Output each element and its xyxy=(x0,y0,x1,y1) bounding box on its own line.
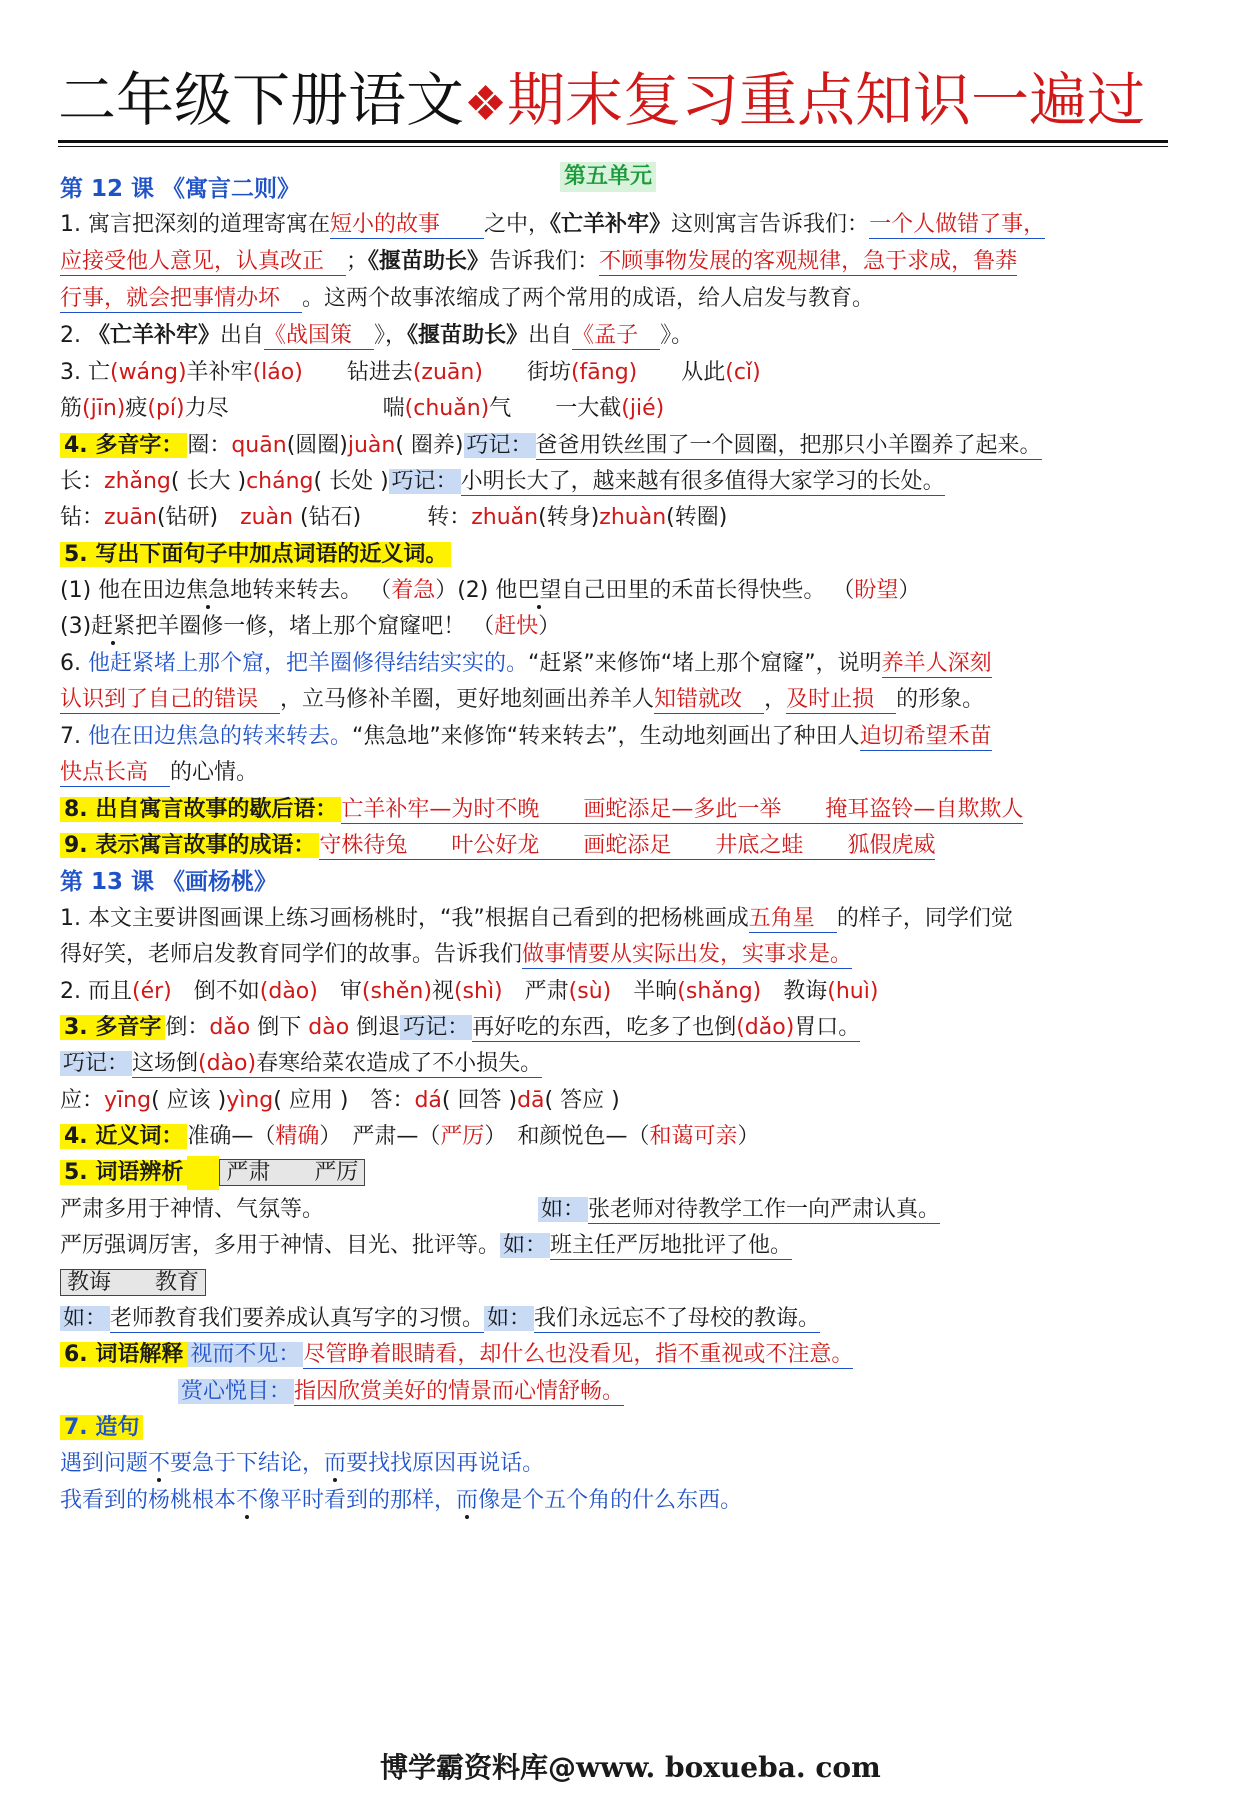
l12-q6-line1 xyxy=(60,647,992,681)
pinyin: (shěn) xyxy=(361,979,432,1004)
text: ( 应该 ) xyxy=(151,1088,227,1113)
text: 7. xyxy=(60,724,88,749)
text: 我看到的杨桃根本 xyxy=(60,1488,237,1513)
unit-heading: 第五单元 xyxy=(560,162,656,192)
text: 像是个五个角的什么东西。 xyxy=(478,1488,743,1513)
text: 倒下 xyxy=(257,1015,302,1040)
pinyin: yìng xyxy=(226,1088,274,1113)
tip-text: 爸爸用铁丝围了一个圆圈，把那只小羊圈养了起来。 xyxy=(535,433,1042,458)
answer: 短小的故事 xyxy=(329,212,440,237)
lesson-12-heading: 第 12 课 《寓言二则》 xyxy=(60,176,301,202)
pinyin: (zuān) xyxy=(412,360,483,385)
l13-q5-line3 xyxy=(60,1302,820,1336)
pinyin: zhǎng xyxy=(104,469,171,494)
text: 街坊 xyxy=(526,360,571,385)
title-rule xyxy=(58,140,1168,143)
l13-q7-line1 xyxy=(60,1447,544,1481)
quote: 他在田边焦急的转来转去。 xyxy=(87,724,352,749)
example-text: 我们永远忘不了母校的教诲。 xyxy=(534,1306,821,1331)
pinyin: (cǐ) xyxy=(725,360,761,385)
answer: 一个人做错了事， xyxy=(869,212,1046,237)
answer: 快点长高 xyxy=(60,760,149,785)
text: ( 圈养) xyxy=(395,433,464,458)
page-title xyxy=(58,64,1168,140)
example-label: 如： xyxy=(484,1306,534,1331)
l12-q5-line1 xyxy=(60,574,920,608)
text: 2. xyxy=(60,323,88,348)
l13-q6-line2 xyxy=(178,1375,624,1409)
answer: 画蛇添足 xyxy=(583,833,672,858)
highlight-label: 5. 词语辨析 xyxy=(60,1160,187,1185)
answer: 《孟子 xyxy=(572,323,639,348)
dotted-word: 而 xyxy=(324,1451,347,1476)
highlight-label: 6. 词语解释 xyxy=(60,1342,187,1367)
text: 胃口。 xyxy=(794,1015,861,1040)
text: 审 xyxy=(339,979,362,1004)
pinyin: dào xyxy=(308,1015,350,1040)
l12-q7-line2 xyxy=(60,756,258,790)
title-main: 二年级下册语文 xyxy=(58,66,465,134)
text: 》。 xyxy=(660,323,694,348)
text: 1. 本文主要讲图画课上练习画杨桃时，“我”根据自己看到的把杨桃画成 xyxy=(60,906,749,931)
text: (转身) xyxy=(538,505,600,530)
text: 》， xyxy=(374,323,408,348)
text: 春寒给菜农造成了不小损失。 xyxy=(256,1051,543,1076)
highlight-label: 7. 造句 xyxy=(60,1415,143,1440)
highlight-label: 4. 近义词： xyxy=(60,1124,187,1149)
answer: 《战国策 xyxy=(264,323,353,348)
highlight-label: 8. 出自寓言故事的歇后语： xyxy=(60,797,341,822)
watermark-cn: 博学霸资料库@ xyxy=(380,1751,577,1784)
pinyin: (dào) xyxy=(198,1051,257,1076)
answer: 和蔼可亲 xyxy=(649,1124,738,1149)
text: 这则寓言告诉我们： xyxy=(671,212,870,237)
text: 出自 xyxy=(220,323,265,348)
answer: 养羊人深刻 xyxy=(881,651,992,676)
pinyin: (huì) xyxy=(827,979,879,1004)
text: 《亡羊补牢》 xyxy=(87,323,220,348)
answer: 画蛇添足—多此一举 xyxy=(583,797,782,822)
l13-q1-line1 xyxy=(60,902,1013,936)
text: 严肃多用于神情、气氛等。 xyxy=(60,1197,325,1222)
l12-q2 xyxy=(60,319,693,353)
example-label: 如： xyxy=(60,1306,110,1331)
l13-q3-line3 xyxy=(60,1084,620,1118)
answer: 严厉 xyxy=(440,1124,485,1149)
text: ） xyxy=(737,1124,760,1149)
pinyin: zuàn xyxy=(240,505,294,530)
example-text: 班主任严厉地批评了他。 xyxy=(550,1233,793,1258)
l13-q5-label xyxy=(60,1156,365,1190)
text: 自己田里的禾苗长得快些。 （ xyxy=(561,578,855,603)
pinyin: juàn xyxy=(347,433,396,458)
l13-q6-line1 xyxy=(60,1338,853,1372)
pinyin: yīng xyxy=(104,1088,152,1113)
pinyin: zuān xyxy=(104,505,157,530)
pinyin: (sù) xyxy=(568,979,612,1004)
dotted-word: 不 xyxy=(236,1488,259,1513)
l13-q5-line2 xyxy=(60,1229,792,1263)
l12-q1-line3 xyxy=(60,282,874,316)
text: ( 答应 ) xyxy=(544,1088,620,1113)
pinyin: (dào) xyxy=(259,979,318,1004)
answer: 及时止损 xyxy=(786,687,875,712)
dotted-word: 巴望 xyxy=(517,578,562,603)
l13-q3-line1 xyxy=(60,1011,860,1045)
text: 6. xyxy=(60,651,88,676)
dotted-word: 不 xyxy=(148,1451,171,1476)
answer: 应接受他人意见，认真改正 xyxy=(60,249,325,274)
text: 准确—（ xyxy=(187,1124,276,1149)
l13-q7-line2 xyxy=(60,1484,742,1518)
pinyin: (shì) xyxy=(453,979,503,1004)
text: 倒不如 xyxy=(193,979,260,1004)
pinyin: (shǎng) xyxy=(677,979,762,1004)
text: 疲 xyxy=(125,396,148,421)
text: ； xyxy=(346,249,369,274)
word-box: 教诲 教育 xyxy=(60,1269,206,1296)
pinyin: (wáng) xyxy=(109,360,187,385)
l12-q3-line2 xyxy=(60,392,664,426)
text: 再好吃的东西，吃多了也倒 xyxy=(472,1015,737,1040)
text: 之中， xyxy=(484,212,551,237)
text: ） xyxy=(319,1124,331,1149)
text: 严厉强调厉害，多用于神情、目光、批评等。 xyxy=(60,1233,501,1258)
answer: 赶快 xyxy=(494,614,539,639)
l13-q4 xyxy=(60,1120,760,1154)
tip-label: 巧记： xyxy=(389,469,461,494)
title-rule-thin xyxy=(58,146,1168,147)
l12-q7-line1 xyxy=(60,720,992,754)
text: ，立马修补羊圈，更好地刻画出养羊人 xyxy=(280,687,655,712)
text: ( 长大 ) xyxy=(170,469,247,494)
term-label: 赏心悦目： xyxy=(178,1379,294,1404)
text: ( 长处 ) xyxy=(313,469,389,494)
answer: 指因欣赏美好的情景而心情舒畅。 xyxy=(294,1379,625,1404)
text: 倒： xyxy=(165,1015,210,1040)
text: 。这两个故事浓缩成了两个常用的成语，给人启发与教育。 xyxy=(302,286,875,311)
text: ， xyxy=(764,687,787,712)
answer: 不顾事物发展的客观规律，急于求成，鲁莽 xyxy=(599,249,1018,274)
text: “焦急地”来修饰“转来转去”，生动地刻画出了种田人 xyxy=(352,724,860,749)
word-box: 严肃 严厉 xyxy=(219,1159,365,1186)
answer: 精确 xyxy=(275,1124,320,1149)
tip-label: 巧记： xyxy=(464,433,536,458)
text: (3) xyxy=(60,614,92,639)
text: 长： xyxy=(60,469,105,494)
dotted-word: 赶紧 xyxy=(91,614,136,639)
text: 气 xyxy=(489,396,512,421)
text: 1. 寓言把深刻的道理寄寓在 xyxy=(60,212,330,237)
text: ( 回答 ) xyxy=(441,1088,518,1113)
answer: 认识到了自己的错误 xyxy=(60,687,259,712)
pinyin: dá xyxy=(414,1088,442,1113)
text: 力尽 xyxy=(184,396,229,421)
answer: 叶公好龙 xyxy=(451,833,540,858)
l12-q8 xyxy=(60,793,1023,827)
pinyin: dǎo xyxy=(209,1015,251,1040)
text: (钻研) xyxy=(156,505,219,530)
text: ( 应用 ) xyxy=(273,1088,349,1113)
answer: 亡羊补牢—为时不晚 xyxy=(341,797,540,822)
answer: 着急 xyxy=(391,578,436,603)
text: 喘 xyxy=(382,396,405,421)
l13-q5-line1 xyxy=(60,1193,940,1227)
text: 应： xyxy=(60,1088,105,1113)
l12-q5-line2 xyxy=(60,610,560,644)
text: 视 xyxy=(431,979,454,1004)
text: 《亡羊补牢》 xyxy=(550,212,672,237)
pinyin: (jié) xyxy=(621,396,665,421)
highlight-label: 9. 表示寓言故事的成语： xyxy=(60,833,319,858)
answer: 井底之蛙 xyxy=(715,833,804,858)
pinyin: (láo) xyxy=(252,360,303,385)
pinyin: (ér) xyxy=(131,979,172,1004)
pinyin: (pí) xyxy=(147,396,185,421)
quote: 他赶紧堵上那个窟，把羊圈修得结结实实的。 xyxy=(87,651,528,676)
text: 《揠苗助长》 xyxy=(368,249,490,274)
l12-q4-line1 xyxy=(60,429,1042,463)
pinyin: (fāng) xyxy=(570,360,638,385)
text: (1) 他在田边 xyxy=(60,578,187,603)
answer: 守株待兔 xyxy=(319,833,408,858)
pinyin: cháng xyxy=(246,469,314,494)
l13-q1-line2 xyxy=(60,938,852,972)
text: 2. 而且 xyxy=(60,979,132,1004)
text: 的心情。 xyxy=(170,760,259,785)
text: 要找找原因再说话。 xyxy=(346,1451,545,1476)
answer: 行事，就会把事情办坏 xyxy=(60,286,281,311)
l12-q1-line2 xyxy=(60,245,1017,279)
text: 《揠苗助长》 xyxy=(407,323,529,348)
answer: 知错就改 xyxy=(654,687,743,712)
text: 转： xyxy=(427,505,472,530)
l12-q4-line3 xyxy=(60,501,727,535)
dotted-word: 而 xyxy=(456,1488,479,1513)
diamond-icon: ❖ xyxy=(464,76,508,132)
pinyin: quān xyxy=(231,433,287,458)
term-label: 视而不见： xyxy=(187,1342,303,1367)
text: (钻石) xyxy=(300,505,362,530)
example-label: 如： xyxy=(538,1197,588,1222)
l12-q4-line2 xyxy=(60,465,945,499)
l13-q7-label xyxy=(60,1411,143,1445)
text: 出自 xyxy=(528,323,573,348)
text: ） xyxy=(435,578,458,603)
example-text: 张老师对待教学工作一向严肃认真。 xyxy=(588,1197,941,1222)
text: 羊补牢 xyxy=(186,360,253,385)
text: 钻进去 xyxy=(346,360,413,385)
text: 圈： xyxy=(187,433,232,458)
l13-q3-line2 xyxy=(60,1047,542,1081)
watermark xyxy=(380,1750,881,1786)
l12-q9 xyxy=(60,829,935,863)
text: (圆圈) xyxy=(286,433,348,458)
pinyin: (jīn) xyxy=(82,396,126,421)
answer: 狐假虎威 xyxy=(847,833,936,858)
l13-q2 xyxy=(60,975,878,1009)
text: 把羊圈修一修，堵上那个窟窿吧！ （ xyxy=(135,614,495,639)
text: 的样子，同学们觉 xyxy=(836,906,1013,931)
text: 严肃—（ xyxy=(352,1124,441,1149)
l12-q6-line2 xyxy=(60,683,984,717)
l12-q3-line1 xyxy=(60,356,761,390)
text: 严肃 xyxy=(524,979,569,1004)
l12-q1-line1 xyxy=(60,208,1045,242)
text: 地转来转去。 （ xyxy=(230,578,392,603)
example-text: 老师教育我们要养成认真写字的习惯。 xyxy=(110,1306,485,1331)
text: 的形象。 xyxy=(896,687,985,712)
text: (转圈) xyxy=(666,505,728,530)
answer: 做事情要从实际出发，实事求是。 xyxy=(522,942,853,967)
tip-label: 巧记： xyxy=(400,1015,472,1040)
example-label: 如： xyxy=(500,1233,550,1258)
text: 答： xyxy=(370,1088,415,1113)
text: 从此 xyxy=(681,360,726,385)
text: ） xyxy=(538,614,561,639)
answer: 五角星 xyxy=(748,906,815,931)
text: 告诉我们： xyxy=(489,249,600,274)
text: 教诲 xyxy=(783,979,828,1004)
text: 筋 xyxy=(60,396,83,421)
text: 一大截 xyxy=(555,396,622,421)
pinyin: (dǎo) xyxy=(736,1015,795,1040)
answer: 掩耳盗铃—自欺欺人 xyxy=(825,797,1024,822)
highlight-label: 4. 多音字： xyxy=(60,433,187,458)
watermark-site: www. boxueba. com xyxy=(576,1751,881,1784)
text: “赶紧”来修饰“堵上那个窟窿”，说明 xyxy=(528,651,882,676)
tip-text xyxy=(132,1051,542,1078)
text: 3. 亡 xyxy=(60,360,110,385)
text: 像平时看到的那样， xyxy=(258,1488,457,1513)
l12-q5-label xyxy=(60,538,451,572)
title-sub: 期末复习重点知识一遍过 xyxy=(507,66,1146,134)
lesson-13-heading: 第 13 课 《画杨桃》 xyxy=(60,869,278,895)
text: ） xyxy=(484,1124,496,1149)
pinyin: zhuǎn xyxy=(471,505,539,530)
pinyin: (chuǎn) xyxy=(404,396,490,421)
pinyin: dā xyxy=(517,1088,545,1113)
text: 钻： xyxy=(60,505,105,530)
dotted-word: 焦急 xyxy=(186,578,231,603)
highlight-label: 3. 多音字 xyxy=(60,1015,165,1040)
text: 这场倒 xyxy=(132,1051,199,1076)
tip-text: 小明长大了，越来越有很多值得大家学习的长处。 xyxy=(460,469,945,494)
tip-text xyxy=(472,1015,860,1042)
text: (2) 他 xyxy=(457,578,518,603)
answer: 迫切希望禾苗 xyxy=(859,724,992,749)
tip-label: 巧记： xyxy=(60,1051,132,1076)
highlight-label: 5. 写出下面句子中加点词语的近义词。 xyxy=(60,542,451,567)
text: 和颜悦色—（ xyxy=(517,1124,650,1149)
pinyin: zhuàn xyxy=(599,505,667,530)
answer: 盼望 xyxy=(854,578,899,603)
answer: 尽管睁着眼睛看，却什么也没看见，指不重视或不注意。 xyxy=(303,1342,854,1367)
text: 得好笑，老师启发教育同学们的故事。告诉我们 xyxy=(60,942,523,967)
text: ） xyxy=(898,578,921,603)
text: 遇到问题 xyxy=(60,1451,149,1476)
text: 要急于下结论， xyxy=(170,1451,325,1476)
text: 倒退 xyxy=(356,1015,401,1040)
text: 半晌 xyxy=(633,979,678,1004)
l13-q5-box2 xyxy=(60,1266,206,1300)
